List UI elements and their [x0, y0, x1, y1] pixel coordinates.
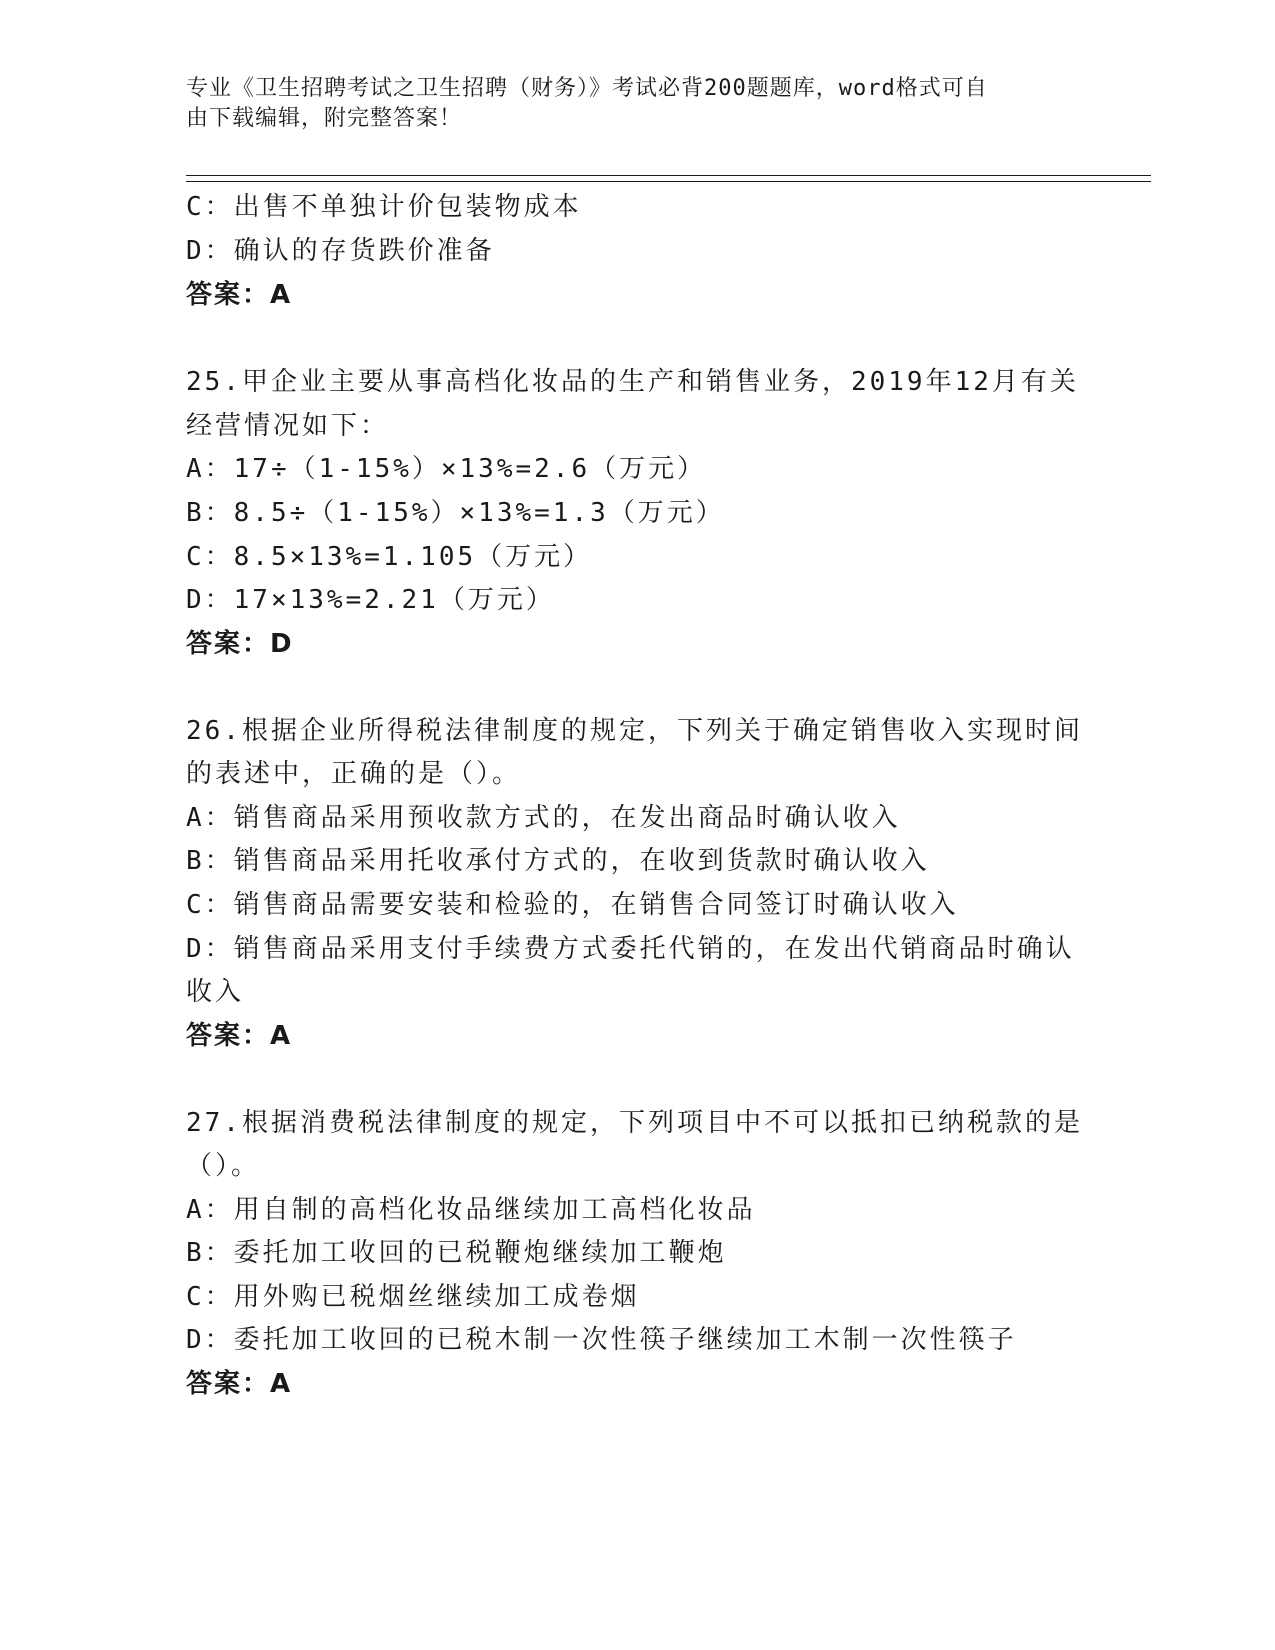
option-b: B：销售商品采用托收承付方式的，在收到货款时确认收入	[186, 846, 930, 876]
header-rule-bottom	[186, 181, 1151, 182]
option-c: C：销售商品需要安装和检验的，在销售合同签订时确认收入	[186, 890, 959, 920]
question-stem: 经营情况如下：	[186, 411, 390, 441]
option-c: C：8.5×13%=1.105（万元）	[186, 542, 593, 572]
question-stem: 26.根据企业所得税法律制度的规定，下列关于确定销售收入实现时间	[186, 716, 1083, 746]
option-c: C：用外购已税烟丝继续加工成卷烟	[186, 1282, 640, 1312]
question-stem: （）。	[186, 1151, 261, 1181]
option-a: A：用自制的高档化妆品继续加工高档化妆品	[186, 1195, 756, 1225]
option-continuation: 收入	[186, 977, 245, 1007]
header-line-1: 专业《卫生招聘考试之卫生招聘（财务）》考试必背200题题库，word格式可自	[186, 76, 988, 101]
question-stem: 的表述中，正确的是（）。	[186, 759, 522, 789]
option-d: D：委托加工收回的已税木制一次性筷子继续加工木制一次性筷子	[186, 1325, 1017, 1355]
answer-line: 答案：A	[186, 1021, 293, 1051]
option-b: B：8.5÷（1-15%）×13%=1.3（万元）	[186, 498, 725, 528]
document-header	[186, 74, 1066, 134]
option-a: A：销售商品采用预收款方式的，在发出商品时确认收入	[186, 803, 901, 833]
header-line-2: 由下载编辑，附完整答案！	[186, 106, 463, 131]
option-d: D：17×13%=2.21（万元）	[186, 585, 555, 615]
answer-line: 答案：A	[186, 1369, 293, 1399]
option-c: C：出售不单独计价包装物成本	[186, 192, 582, 222]
answer-line: 答案：D	[186, 629, 294, 659]
option-d: D：确认的存货跌价准备	[186, 236, 495, 266]
option-d: D：销售商品采用支付手续费方式委托代销的，在发出代销商品时确认	[186, 934, 1075, 964]
option-b: B：委托加工收回的已税鞭炮继续加工鞭炮	[186, 1238, 727, 1268]
option-a: A：17÷（1-15%）×13%=2.6（万元）	[186, 454, 707, 484]
answer-line: 答案：A	[186, 280, 293, 310]
question-stem: 27.根据消费税法律制度的规定，下列项目中不可以抵扣已纳税款的是	[186, 1108, 1083, 1138]
header-rule-top	[186, 175, 1151, 176]
question-stem: 25.甲企业主要从事高档化妆品的生产和销售业务，2019年12月有关	[186, 367, 1079, 397]
